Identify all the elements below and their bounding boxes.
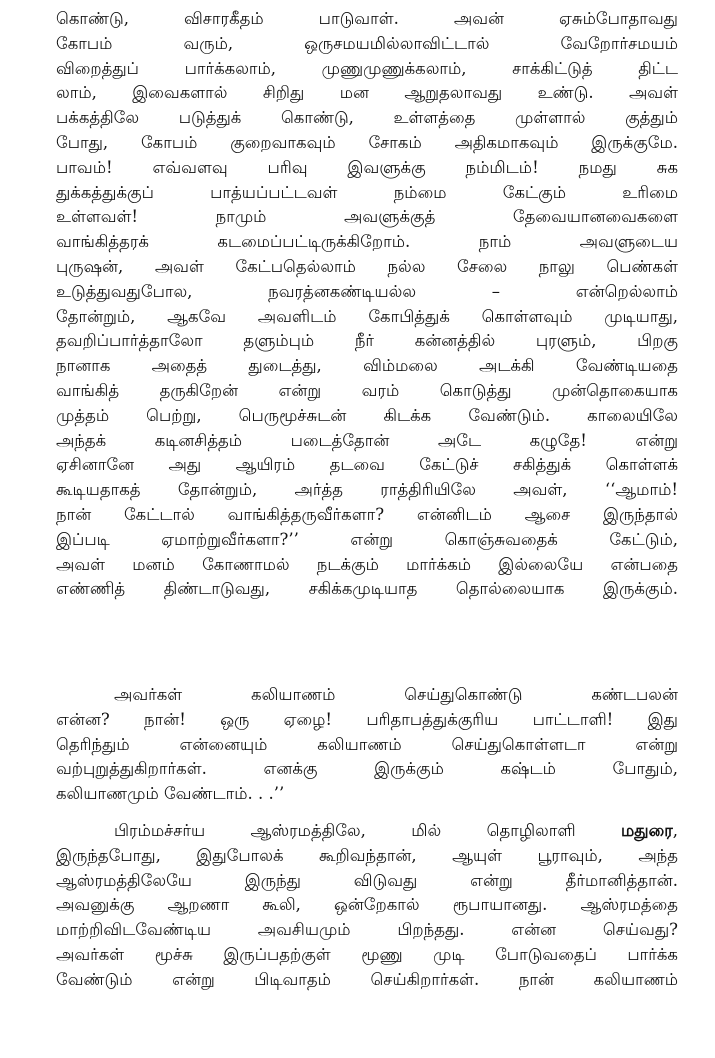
text-line: விறைத்துப் பார்க்கலாம், முணுமுணுக்கலாம், சாக்கிட்டுத் திட்ட bbox=[56, 58, 678, 78]
text-line: அவள் மனம் கோணாமல் நடக்கும் மார்க்கம் இல்லையே என்பதை bbox=[56, 554, 678, 574]
text-line: வாங்கித் தருகிறேன் என்று வரம் கொடுத்து முன்தொகையாக bbox=[56, 380, 678, 400]
text-line: வேண்டும் என்று பிடிவாதம் செய்கிறார்கள். நான் கலியாணம் bbox=[56, 969, 678, 989]
text-line: பக்கத்திலே படுத்துக் கொண்டு, உள்ளத்தை முள்ளால் குத்தும் bbox=[56, 108, 678, 128]
text-line: நானாக அதைத் துடைத்து, விம்மலை அடக்கி வேண்டியதை bbox=[56, 356, 678, 376]
text-line: தோன்றும், ஆகவே அவளிடம் கோபித்துக் கொள்ளவும் முடியாது, bbox=[56, 306, 678, 326]
paragraph-3 bbox=[56, 819, 678, 993]
text-line: உடுத்துவதுபோல, நவரத்னகண்டியல்ல – என்றெல்லாம் bbox=[56, 281, 678, 301]
text-line: போது, கோபம் குறைவாகவும் சோகம் அதிகமாகவும் இருக்குமே. bbox=[56, 132, 678, 152]
text-line: அவர்கள் கலியாணம் செய்துகொண்டு கண்டபலன் bbox=[114, 685, 678, 704]
text-line: இப்படி ஏமாற்றுவீர்களா?’’ என்று கொஞ்சுவதைக் கேட்டும், bbox=[56, 529, 678, 549]
text-line: பாவம்! எவ்வளவு பரிவு இவளுக்கு நம்மிடம்! நமது சுக bbox=[56, 157, 678, 177]
text-line: மாற்றிவிடவேண்டிய அவசியமும் பிறந்தது. என்ன செய்வது? bbox=[56, 920, 678, 940]
text-line: உள்ளவள்! நாமும் அவளுக்குத் தேவையானவைகளை bbox=[56, 207, 678, 227]
text-segment: , bbox=[672, 821, 678, 840]
text-segment: பிரம்மச்சர்ய ஆஸ்ரமத்திலே, மில் தொழிலாளி bbox=[114, 821, 622, 840]
paragraph-1 bbox=[56, 7, 678, 602]
text-line: முத்தம் பெற்று, பெருமூச்சுடன் கிடக்க வேண்டும். காலையிலே bbox=[56, 405, 678, 425]
text-line: வற்புறுத்துகிறார்கள். எனக்கு இருக்கும் கஷ்டம் போதும், bbox=[56, 759, 678, 779]
text-line: தெரிந்தும் என்னையும் கலியாணம் செய்துகொள்ளடா என்று bbox=[56, 734, 678, 754]
text-line: அவர்கள் மூச்சு இருப்பதற்குள் மூணு முடி போடுவதைப் பார்க்க bbox=[56, 944, 678, 964]
text-line: அவனுக்கு ஆறணா கூலி, ஒன்றேகால் ரூபாயானது. ஆஸ்ரமத்தை bbox=[56, 895, 678, 915]
text-line: லாம், இவைகளால் சிறிது மன ஆறுதலாவது உண்டு. அவள் bbox=[56, 83, 678, 103]
paragraph-2 bbox=[56, 683, 678, 807]
text-line: நான் கேட்டால் வாங்கித்தருவீர்களா? என்னிடம் ஆசை இருந்தால் bbox=[56, 504, 678, 524]
text-line: எண்ணித் திண்டாடுவது, சகிக்கமுடியாத தொல்லையாக இருக்கும். bbox=[56, 579, 678, 599]
text-line: ஏசினானே அது ஆயிரம் தடவை கேட்டுச் சகித்துக் கொள்ளக் bbox=[56, 455, 678, 475]
text-line: கூடியதாகத் தோன்றும், அர்த்த ராத்திரியிலே அவள், ‘‘ஆமாம்! bbox=[56, 480, 678, 500]
bold-name: மதுரை bbox=[621, 821, 673, 840]
text-line: கலியாணமும் வேண்டாம். . .’’ bbox=[56, 784, 285, 804]
text-line: கொண்டு, விசாரகீதம் பாடுவாள். அவன் ஏசும்போதாவது bbox=[56, 9, 678, 28]
text-line: அந்தக் கடினசித்தம் படைத்தோன் அடே கழுதே! என்று bbox=[56, 430, 678, 450]
text-line: தவறிப்பார்த்தாலோ தளும்பும் நீர் கன்னத்தில் புரளும், பிறகு bbox=[56, 331, 678, 351]
text-line bbox=[56, 819, 678, 844]
text-line: புருஷன், அவள் கேட்பதெல்லாம் நல்ல சேலை நாலு பெண்கள் bbox=[56, 256, 678, 276]
text-line: ஆஸ்ரமத்திலேயே இருந்து விடுவது என்று தீர்மானித்தான். bbox=[56, 870, 678, 890]
text-line: கோபம் வரும், ஒருசமயமில்லாவிட்டால் வேறோர்சமயம் bbox=[56, 33, 678, 53]
text-line: துக்கத்துக்குப் பாத்யப்பட்டவள் நம்மை கேட்கும் உரிமை bbox=[56, 182, 678, 202]
text-line: என்ன? நான்! ஒரு ஏழை! பரிதாபத்துக்குரிய பாட்டாளி! இது bbox=[56, 709, 678, 729]
text-line: இருந்தபோது, இதுபோலக் கூறிவந்தான், ஆயுள் பூராவும், அந்த bbox=[56, 845, 678, 865]
text-line: வாங்கித்தரக் கடமைப்பட்டிருக்கிறோம். நாம் அவளுடைய bbox=[56, 232, 678, 252]
